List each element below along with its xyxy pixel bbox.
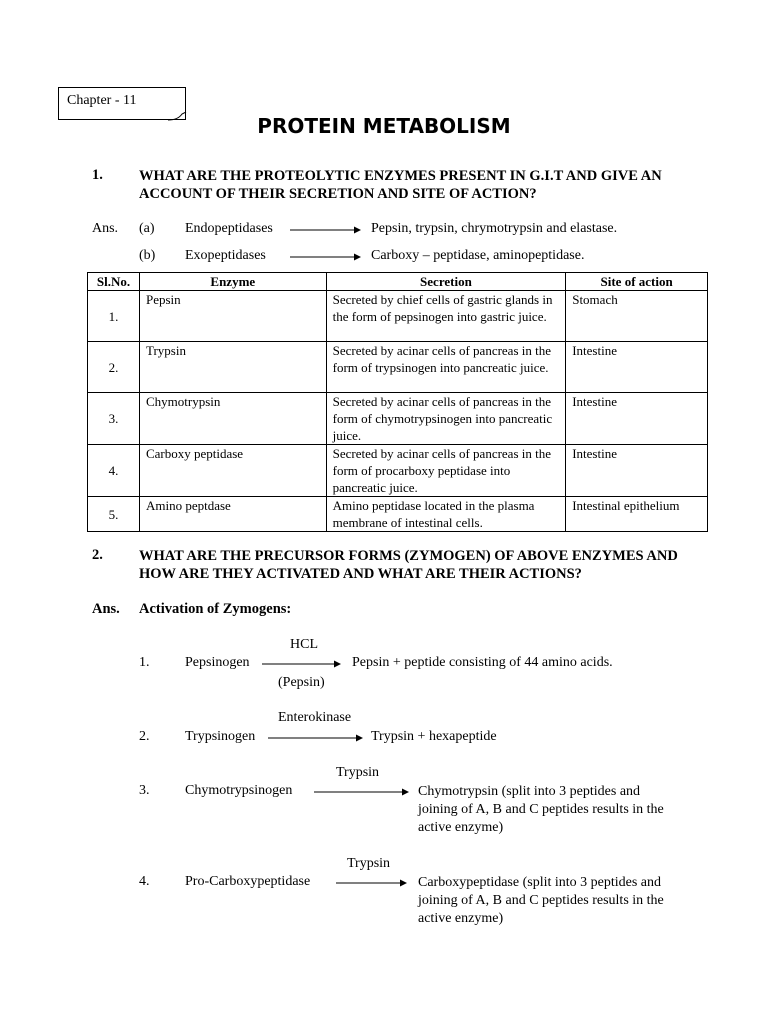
cell-site: Stomach [566,291,708,342]
cell-site: Intestine [566,342,708,393]
question-1-number: 1. [92,167,103,183]
table-row [88,291,708,342]
reaction-1-substrate: Pepsinogen [185,655,250,670]
reaction-3-number: 3. [139,783,150,798]
cell-secretion: Secreted by acinar cells of pancreas in the form of procarboxy peptidase into pancreatic juice. [326,445,566,497]
arrow-icon [262,658,342,670]
cell-enzyme: Trypsin [139,342,326,393]
reaction-3-catalyst: Trypsin [336,765,380,780]
column-header: Secretion [326,273,566,291]
cell-site: Intestine [566,445,708,497]
answer-1b-result: Carboxy – peptidase, aminopeptidase. [371,248,585,263]
cell-secretion: Secreted by acinar cells of pancreas in the form of chymotrypsinogen into pancreatic juice. [326,393,566,445]
answer-1-label: Ans. [92,221,119,236]
cell-site: Intestine [566,393,708,445]
reaction-4-product: Carboxypeptidase (split into 3 peptides and joining of A, B and C peptides results in the active enzyme) [418,875,664,926]
cell-site: Intestinal epithelium [566,497,708,532]
table-header-row [88,273,708,291]
answer-1b-letter: (b) [139,248,156,263]
cell-enzyme: Chymotrypsin [139,393,326,445]
table-row [88,342,708,393]
reaction-4-number: 4. [139,874,150,889]
table-row [88,497,708,532]
cell-enzyme: Amino peptdase [139,497,326,532]
answer-1a-name: Endopeptidases [185,221,273,236]
table-row [88,393,708,445]
cell-secretion: Secreted by chief cells of gastric glands in the form of pepsinogen into gastric juice. [326,291,566,342]
question-1-text: WHAT ARE THE PROTEOLYTIC ENZYMES PRESENT IN G.I.T AND GIVE AN ACCOUNT OF THEIR SECRETION AND SITE OF ACTION? [139,168,662,202]
arrow-icon [290,251,362,263]
column-header: Sl.No. [88,273,140,291]
reaction-1-number: 1. [139,655,150,670]
cell-enzyme: Carboxy peptidase [139,445,326,497]
reaction-2-catalyst: Enterokinase [278,710,352,725]
arrow-icon [268,732,364,744]
chapter-label: Chapter - 11 [67,93,137,108]
arrow-icon [336,877,408,889]
reaction-1-catalyst: HCL [290,637,318,652]
reaction-4-substrate: Pro-Carboxypeptidase [185,874,311,889]
arrow-icon [290,224,362,236]
arrow-icon [314,786,410,798]
reaction-3-product: Chymotrypsin (split into 3 peptides and joining of A, B and C peptides results in the active enzyme) [418,784,664,835]
reaction-2-number: 2. [139,729,150,744]
reaction-2-product: Trypsin + hexapeptide [371,729,497,744]
cell-sl: 1. [88,291,140,342]
reaction-3-substrate: Chymotrypsinogen [185,783,293,798]
reaction-1-product: Pepsin + peptide consisting of 44 amino acids. [352,655,613,670]
table-row [88,445,708,497]
cell-secretion: Amino peptidase located in the plasma membrane of intestinal cells. [326,497,566,532]
reaction-1-note: (Pepsin) [278,675,325,690]
answer-1b-name: Exopeptidases [185,248,266,263]
cell-sl: 4. [88,445,140,497]
cell-enzyme: Pepsin [139,291,326,342]
question-2-text: WHAT ARE THE PRECURSOR FORMS (ZYMOGEN) OF ABOVE ENZYMES AND HOW ARE THEY ACTIVATED AND WHAT ARE THEIR ACTIONS? [139,548,678,582]
cell-secretion: Secreted by acinar cells of pancreas in the form of trypsinogen into pancreatic juice. [326,342,566,393]
page-title: PROTEIN METABOLISM [257,114,511,138]
question-2-number: 2. [92,547,103,563]
answer-1a-letter: (a) [139,221,155,236]
column-header: Site of action [566,273,708,291]
answer-1a-result: Pepsin, trypsin, chrymotrypsin and elastase. [371,221,618,236]
answer-2-label: Ans. [92,601,120,617]
cell-sl: 5. [88,497,140,532]
answer-2-heading: Activation of Zymogens: [139,601,292,617]
enzyme-table [87,272,708,532]
reaction-2-substrate: Trypsinogen [185,729,256,744]
column-header: Enzyme [139,273,326,291]
cell-sl: 2. [88,342,140,393]
cell-sl: 3. [88,393,140,445]
reaction-4-catalyst: Trypsin [347,856,391,871]
